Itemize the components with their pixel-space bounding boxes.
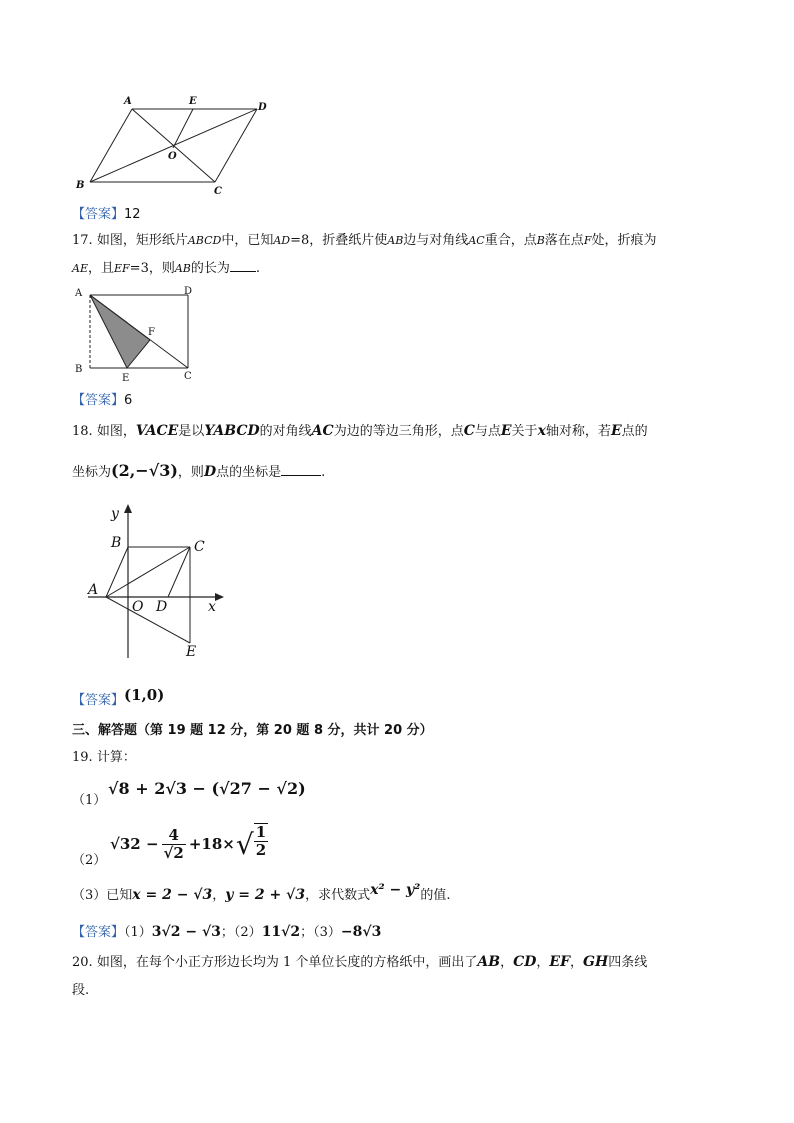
- q16-label-e: E: [189, 96, 197, 107]
- q19-answer-1: 3√2 − √3: [151, 924, 221, 940]
- q19-part3: （3）已知x = 2 − √3，y = 2 + √3，求代数式x² − y²的值.: [72, 882, 451, 903]
- q18-label-a: A: [88, 582, 99, 598]
- q19-part1-expression: √8 + 2√3 − (√27 − √2): [108, 779, 306, 798]
- q16-label-o: O: [168, 151, 177, 162]
- q17-label-c: C: [184, 371, 192, 382]
- q18-text-line1: 18. 如图，VACE是以YABCD的对角线AC为边的等边三角形，点C与点E关于x轴对称，若E点的: [72, 423, 648, 439]
- q17-text-line2: AE，且EF=3，则AB的长为 .: [72, 261, 261, 276]
- q19-part2-label: （2）: [72, 853, 107, 868]
- q18-text-line2: 坐标为(2,−√3)，则D点的坐标是 .: [72, 461, 326, 480]
- q17-label-a: A: [75, 288, 83, 299]
- q18-label-c: C: [194, 539, 205, 555]
- q18-label-x: x: [208, 599, 216, 615]
- q17-answer-value: 6: [124, 393, 133, 408]
- answer-blank: [230, 259, 256, 272]
- q18-label-b: B: [111, 535, 122, 551]
- q19-part1: （1）: [72, 793, 107, 808]
- q17-rectangle-figure: [70, 284, 200, 386]
- answer-label: 【答案】: [72, 393, 125, 408]
- q17-label-e: E: [122, 373, 130, 384]
- answer-label: 【答案】: [72, 925, 125, 940]
- q17-text-line1: 17. 如图，矩形纸片ABCD中，已知AD=8，折叠纸片使AB边与对角线AC重合，点B落在点F处，折痕为: [72, 233, 657, 248]
- q18-answer: [72, 686, 165, 710]
- q18-label-y: y: [111, 506, 119, 522]
- q16-answer: [72, 206, 141, 224]
- answer-label: 【答案】: [72, 693, 125, 708]
- q16-parallelogram-figure: [70, 92, 280, 202]
- q17-label-b: B: [75, 364, 83, 375]
- q16-label-d: D: [258, 102, 267, 113]
- q17-answer: [72, 392, 132, 410]
- q18-label-d: D: [156, 599, 168, 615]
- answer-label: 【答案】: [72, 207, 125, 222]
- q16-label-b: B: [76, 180, 85, 191]
- q17-label-f: F: [148, 327, 155, 338]
- q17-label-d: D: [184, 286, 193, 297]
- q19-answer-2: 11√2: [261, 924, 301, 940]
- q19-title: 19. 计算：: [72, 750, 136, 765]
- q20-text-line1: 20. 如图，在每个小正方形边长均为 1 个单位长度的方格纸中，画出了AB，CD，EF，GH四条线: [72, 954, 648, 970]
- q19-answer: 【答案】（1）3√2 − √3；（2）11√2；（3）−8√3: [72, 924, 382, 940]
- q18-coordinate-figure: [84, 500, 234, 662]
- q18-answer-value: (1,0): [124, 686, 165, 704]
- q19-answer-3: −8√3: [340, 924, 382, 940]
- section-heading: 三、解答题（第 19 题 12 分，第 20 题 8 分，共计 20 分）: [72, 723, 433, 738]
- q19-part2-expression: √32 − $\frac{4}{√2}$ +18× √ 1 2: [110, 823, 267, 862]
- answer-blank: [281, 463, 321, 476]
- q16-label-c: C: [214, 186, 222, 197]
- q16-answer-value: 12: [124, 207, 141, 222]
- q18-label-e: E: [186, 644, 197, 660]
- q18-label-o: O: [132, 599, 144, 615]
- q16-label-a: A: [124, 96, 132, 107]
- q20-text-line2: 段.: [72, 983, 90, 998]
